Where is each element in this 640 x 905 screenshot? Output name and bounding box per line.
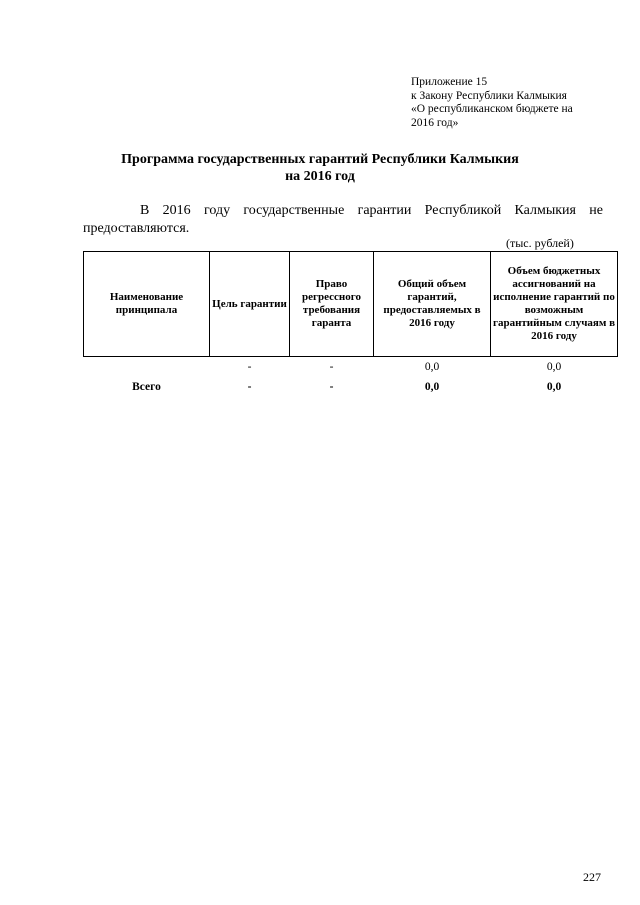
appendix-note: [411, 76, 621, 130]
table-total-row: [84, 377, 618, 397]
header-principal: Наименование принципала: [84, 252, 210, 357]
page-number: 227: [583, 870, 601, 884]
table-header-row: [84, 252, 618, 357]
title-line-1: Программа государственных гарантий Республики Калмыкия: [121, 152, 519, 167]
units-label: (тыс. рублей): [506, 236, 574, 250]
table-row: [84, 357, 618, 378]
header-recourse: Право регрессного требования гаранта: [290, 252, 374, 357]
appendix-line: «О республиканском бюджете на: [411, 103, 573, 115]
title-line-2: на 2016 год: [285, 169, 355, 184]
total-purpose: -: [247, 380, 252, 393]
cell-purpose: -: [247, 360, 252, 373]
paragraph-line-2: предоставляются.: [83, 221, 190, 236]
guarantees-table: [83, 251, 618, 397]
paragraph-line-1: В 2016 году государственные гарантии Республикой Калмыкия не: [140, 203, 603, 218]
header-total-volume: Общий объем гарантий, предоставляемых в 2016 году: [374, 252, 491, 357]
header-budget-allocations: Объем бюджетных ассигнований на исполнение гарантий по возможным гарантийным случаям в 2016 году: [491, 252, 618, 357]
cell-recourse: -: [329, 360, 334, 373]
cell-principal: [84, 357, 210, 378]
appendix-line: Приложение 15: [411, 76, 488, 88]
cell-budget-allocations: 0,0: [546, 360, 562, 373]
header-purpose: Цель гарантии: [210, 252, 290, 357]
body-paragraph: [83, 202, 603, 238]
cell-total-volume: 0,0: [424, 360, 440, 373]
total-label: Всего: [132, 380, 161, 393]
appendix-line: 2016 год»: [411, 116, 459, 129]
total-budget-allocations: 0,0: [546, 380, 562, 393]
total-volume: 0,0: [424, 380, 440, 393]
total-recourse: -: [329, 380, 334, 393]
document-title: [0, 151, 640, 185]
appendix-line: к Закону Республики Калмыкия: [411, 89, 567, 102]
